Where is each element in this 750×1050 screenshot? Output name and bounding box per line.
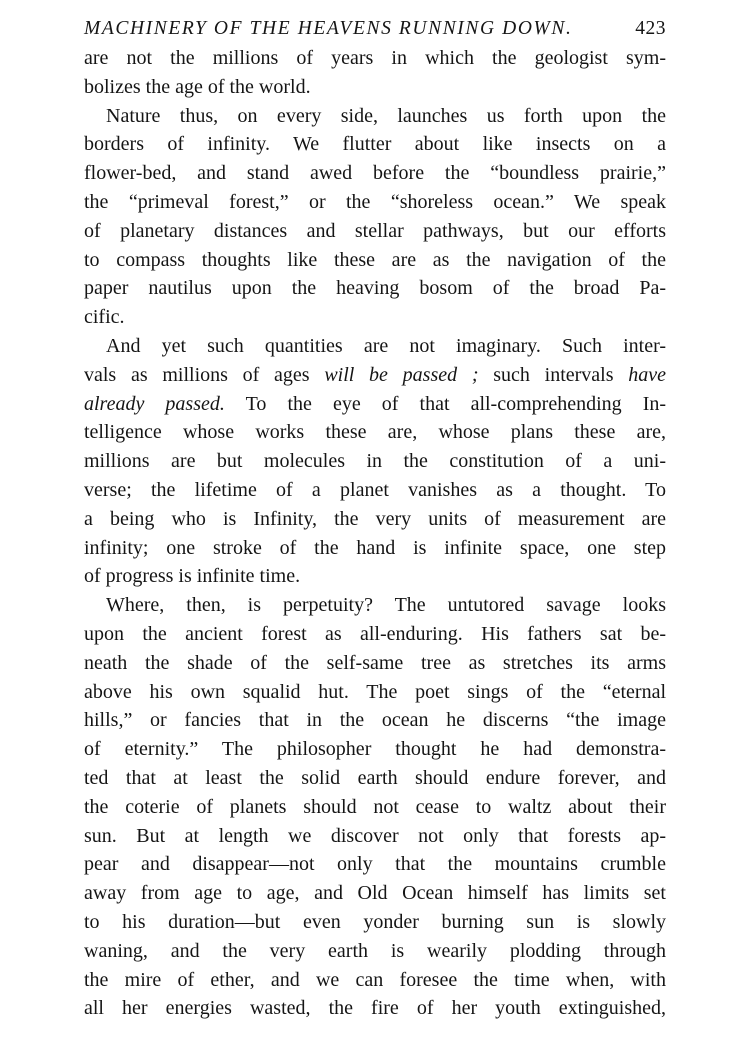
paragraph-quantities	[84, 332, 666, 591]
text-line: the coterie of planets should not cease to waltz about their	[84, 795, 666, 818]
text-line: Nature thus, on every side, launches us forth upon the	[106, 104, 666, 127]
italic-run: already passed.	[84, 392, 225, 415]
text-line: telligence whose works these are, whose plans these are,	[84, 421, 666, 444]
text-line: waning, and the very earth is wearily plodding through	[84, 939, 666, 962]
text-line: cific.	[84, 306, 125, 329]
text-line: the mire of ether, and we can foresee the time when, with	[84, 968, 666, 991]
text-line: Where, then, is perpetuity? The untutored savage looks	[106, 594, 666, 617]
text-line: away from age to age, and Old Ocean himself has limits set	[84, 882, 666, 905]
page-number: 423	[635, 18, 666, 39]
text-run: such intervals	[478, 363, 629, 386]
text-line: to his duration—but even yonder burning sun is slowly	[84, 910, 666, 933]
text-line: are not the millions of years in which the geologist sym-	[84, 47, 666, 69]
text-line: paper nautilus upon the heaving bosom of the broad Pa-	[84, 277, 666, 300]
text-line	[84, 390, 666, 419]
text-line	[84, 361, 666, 390]
text-run: vals as millions of ages	[84, 363, 325, 386]
text-line: hills,” or fancies that in the ocean he discerns “the image	[84, 709, 666, 732]
text-line: of planetary distances and stellar pathways, but our efforts	[84, 219, 666, 242]
running-head	[84, 14, 666, 44]
italic-run: have	[628, 363, 667, 386]
text-line: pear and disappear—not only that the mountains crumble	[84, 853, 666, 876]
text-line: millions are but molecules in the constitution of a uni-	[84, 450, 666, 473]
text-line: a being who is Infinity, the very units of measurement are	[84, 507, 666, 530]
paragraph-continuation	[84, 44, 666, 102]
text-line: of progress is infinite time.	[84, 565, 301, 588]
text-run: To the eye of that all-comprehending In-	[224, 392, 667, 415]
paragraph-perpetuity	[84, 591, 666, 1023]
running-title: MACHINERY OF THE HEAVENS RUNNING DOWN.	[84, 18, 573, 39]
text-line: neath the shade of the self-same tree as stretches its arms	[84, 651, 666, 674]
text-line: the “primeval forest,” or the “shoreless ocean.” We speak	[84, 190, 666, 213]
paragraph-nature	[84, 102, 666, 332]
text-line: borders of infinity. We flutter about like insects on a	[84, 133, 666, 156]
text-line: above his own squalid hut. The poet sings of the “eternal	[84, 680, 666, 703]
text-line: ted that at least the solid earth should endure forever, and	[84, 766, 666, 789]
text-line: verse; the lifetime of a planet vanishes as a thought. To	[84, 478, 666, 501]
italic-run: will be passed ;	[324, 363, 479, 386]
text-line: And yet such quantities are not imaginary. Such inter-	[106, 334, 666, 357]
book-page	[84, 14, 666, 1023]
text-line: upon the ancient forest as all-enduring. His fathers sat be-	[84, 622, 666, 645]
text-line: of eternity.” The philosopher thought he had demonstra-	[84, 738, 666, 761]
text-line: infinity; one stroke of the hand is infinite space, one step	[84, 536, 666, 559]
text-line: bolizes the age of the world.	[84, 75, 311, 98]
text-line: sun. But at length we discover not only that forests ap-	[84, 824, 666, 847]
text-line: flower-bed, and stand awed before the “boundless prairie,”	[84, 162, 666, 185]
text-line: to compass thoughts like these are as the navigation of the	[84, 248, 666, 271]
text-line: all her energies wasted, the fire of her youth extinguished,	[84, 997, 666, 1020]
